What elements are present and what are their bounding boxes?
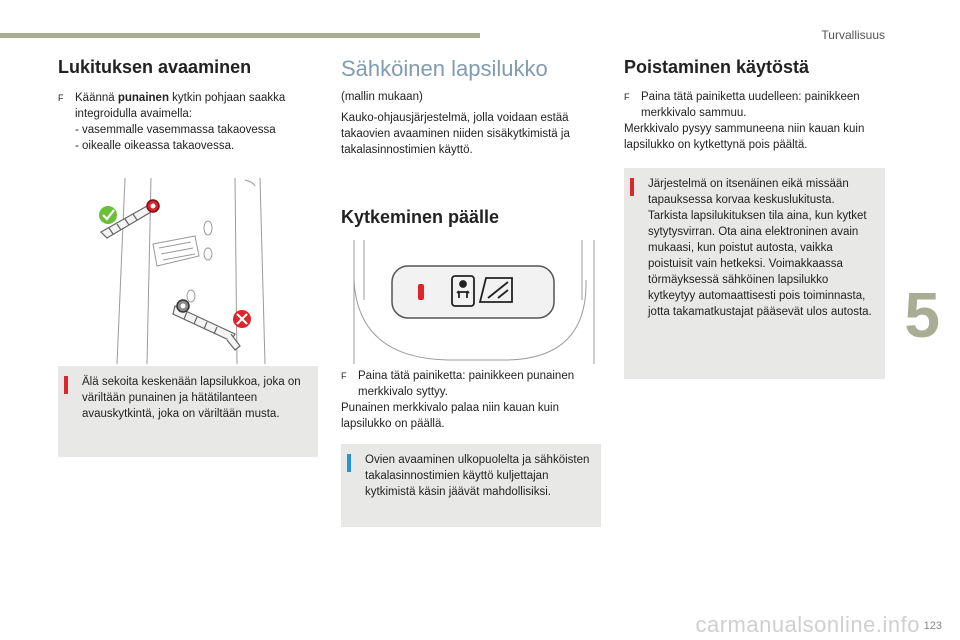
intro-text: Kauko-ohjausjärjestelmä, jolla voidaan estää takaovien avaaminen niiden sisäkytkimistä ja takalasinnostimien käyttö.	[341, 112, 570, 156]
watermark: carmanualsonline.info	[695, 612, 920, 637]
bullet-icon: F	[624, 92, 630, 102]
activate-instructions	[341, 368, 603, 432]
deactivate-para: Merkkivalo pysyy sammuneena niin kauan kuin lapsilukko on kytkettynä pois päältä.	[624, 123, 865, 151]
activate-bullet-text: Paina tätä painiketta: painikkeen punainen merkkivalo syttyy.	[358, 370, 575, 398]
child-lock-button-illustration	[348, 240, 598, 364]
sub-item-left: - vasemmalle vasemmassa takaovessa	[75, 124, 276, 136]
door-lock-illustration	[95, 178, 275, 364]
warning-system-text: Järjestelmä on itsenäinen eikä missään tapauksessa korvaa keskuslukitusta. Tarkista lapsilukituksen tila aina, kun kytket sytytysvirran. Ota aina elektroninen avain mukaasi, kun poistut autosta, vaikka poistuisit vain hetkeksi. Voimakkaassa törmäyksessä sähköinen lapsilukko kytkeytyy automaattisesti pois toiminnasta, jotta takamatkustajat pääsevät ulos autosta.	[648, 178, 872, 318]
bullet-text-bold: punainen	[117, 92, 169, 104]
info-text: Ovien avaaminen ulkopuolelta ja sähköisten takalasinnostimien käyttö kuljettajan kytkimistä käsin jäävät mahdollisiksi.	[365, 454, 590, 498]
section-title-deactivate: Poistaminen käytöstä	[624, 57, 810, 77]
activate-bullet	[341, 368, 603, 400]
bullet-text-start: Käännä	[75, 92, 118, 104]
bullet-icon: F	[58, 93, 64, 103]
section-label: Turvallisuus	[821, 28, 885, 42]
warning-box-switch	[58, 366, 318, 457]
bullet-icon: F	[341, 371, 347, 381]
availability-note: (mallin mukaan)	[341, 91, 423, 103]
chapter-number: 5	[904, 279, 940, 351]
section-title-electric-lock: Sähköinen lapsilukko	[341, 56, 548, 81]
warning-icon	[64, 376, 68, 394]
deactivate-bullet	[624, 89, 886, 121]
section-title-unlocking: Lukituksen avaaminen	[58, 57, 252, 77]
activate-para: Punainen merkkivalo palaa niin kauan kuin lapsilukko on päällä.	[341, 402, 560, 430]
deactivate-bullet-text: Paina tätä painiketta uudelleen: painikkeen merkkivalo sammuu.	[641, 91, 860, 119]
check-icon	[99, 206, 117, 224]
info-box	[341, 444, 601, 527]
bullet-text-end: kytkin pohjaan saakka integroidulla avaimella:	[75, 92, 286, 120]
red-indicator-icon	[418, 284, 424, 300]
info-icon	[347, 454, 351, 472]
warning-text: Älä sekoita keskenään lapsilukkoa, joka on väriltään punainen ja hätätilanteen avauskytkintä, joka on väriltään musta.	[82, 376, 301, 420]
section-title-activate: Kytkeminen päälle	[341, 207, 500, 227]
header-accent-bar	[0, 33, 480, 38]
page-number: 123	[923, 620, 942, 632]
warning-box-system	[624, 168, 885, 379]
warning-icon	[630, 178, 634, 196]
instruction-bullet	[58, 90, 320, 122]
sub-item-right: - oikealle oikeassa takaovessa.	[75, 140, 235, 152]
